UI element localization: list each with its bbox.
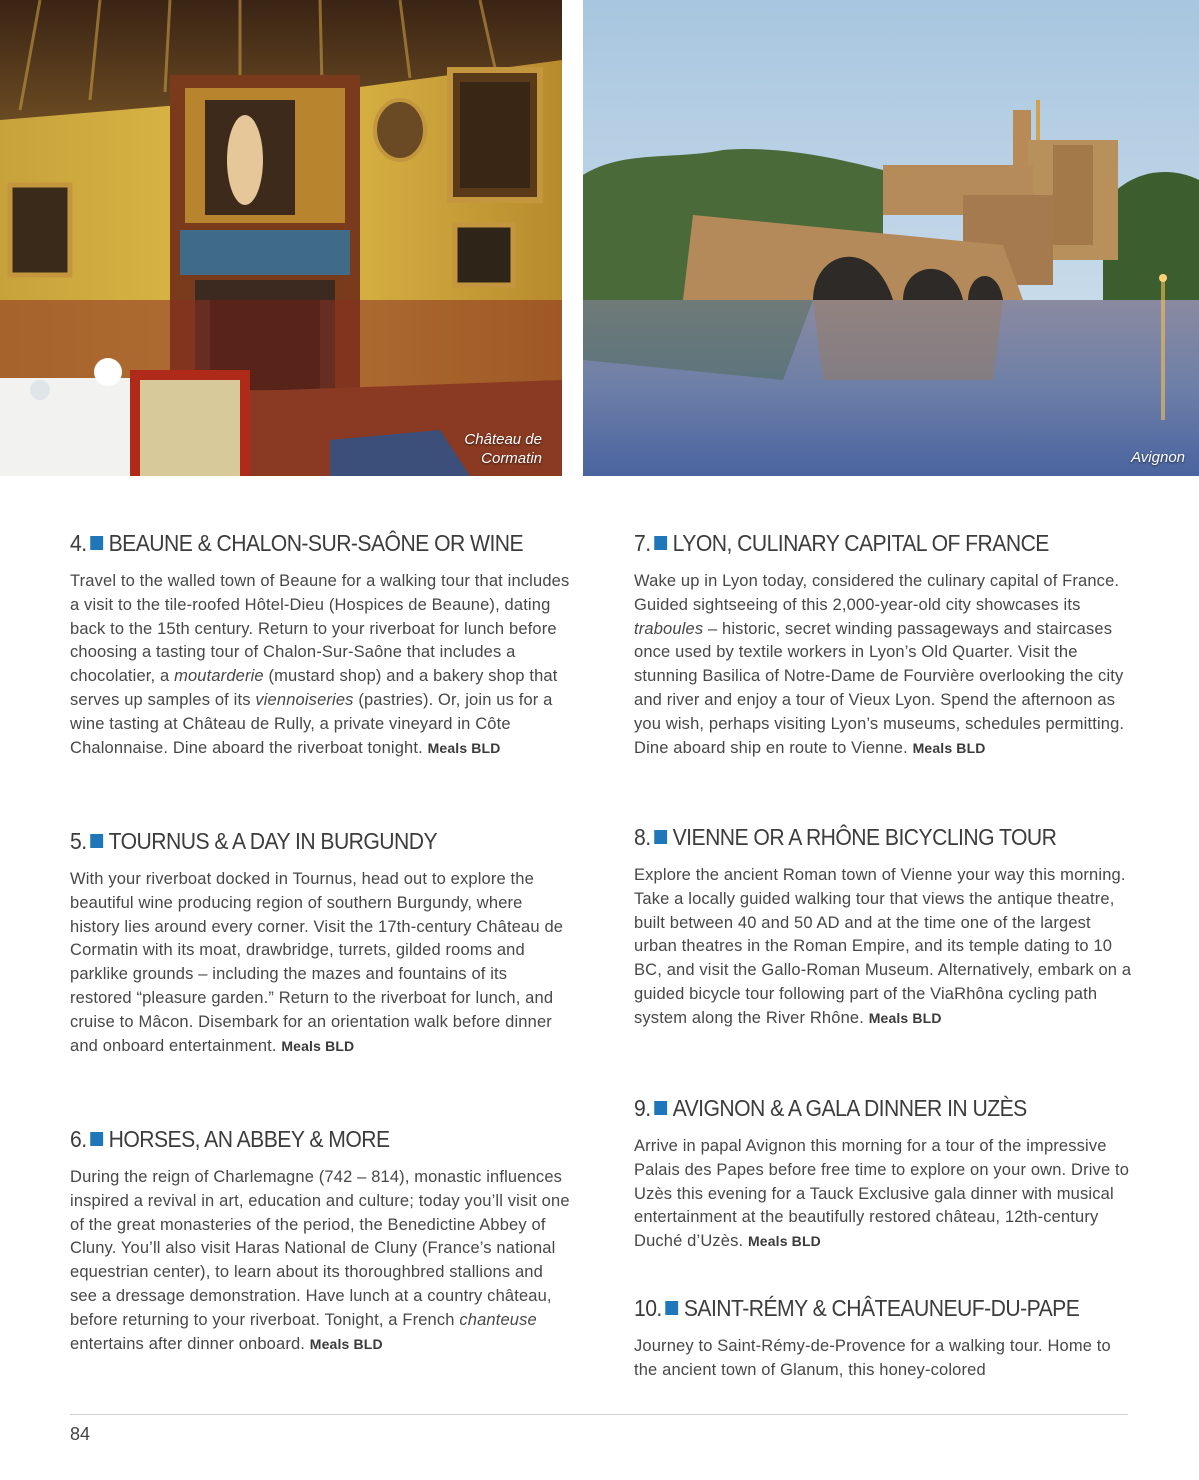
day-heading <box>634 526 1094 560</box>
day-number: 8. <box>634 824 651 850</box>
meals-label: Meals BLD <box>868 1009 942 1026</box>
itinerary-day-10 <box>634 1291 1134 1383</box>
day-heading <box>70 1122 530 1156</box>
avignon-bridge-image <box>583 0 1199 476</box>
blue-square-icon <box>654 1101 667 1115</box>
day-title: BEAUNE & CHALON-SUR-SAÔNE OR WINE <box>108 530 524 556</box>
day-heading <box>634 1091 1094 1125</box>
blue-square-icon <box>665 1301 678 1315</box>
day-number: 4. <box>70 530 87 556</box>
itinerary-day-8 <box>634 820 1134 1031</box>
blue-square-icon <box>654 536 667 550</box>
itinerary-day-5 <box>70 824 570 1058</box>
blue-square-icon <box>654 830 667 844</box>
day-number: 9. <box>634 1095 651 1121</box>
day-number: 5. <box>70 828 87 854</box>
footer-divider <box>70 1414 1128 1415</box>
day-heading <box>70 526 530 560</box>
meals-label: Meals BLD <box>912 739 986 756</box>
day-heading <box>70 824 530 858</box>
day-title: HORSES, AN ABBEY & MORE <box>108 1126 390 1152</box>
day-description <box>70 868 570 1058</box>
blue-square-icon <box>90 1132 103 1146</box>
itinerary-day-4 <box>70 526 570 760</box>
day-description <box>634 1335 1134 1383</box>
day-description <box>634 1135 1134 1254</box>
itinerary-day-7 <box>634 526 1134 760</box>
day-text: chanteuse <box>459 1310 537 1329</box>
itinerary-day-6 <box>70 1122 570 1356</box>
day-title: TOURNUS & A DAY IN BURGUNDY <box>108 828 438 854</box>
chateau-interior-image <box>0 0 562 476</box>
day-title: AVIGNON & A GALA DINNER IN UZÈS <box>672 1095 1027 1121</box>
day-text: During the reign of Charlemagne (742 – 814), monastic influences inspired a revival in art, education and culture; today you’ll visit one of the great monasteries of the period, the Benedictine Abbey of Cluny. You’ll also visit Haras National de Cluny (France’s national equestrian center), to learn about its thoroughbred stallions and see a dressage demonstration. Have lunch at a country château, before returning to your riverboat. Tonight, a French <box>70 1168 570 1329</box>
photo-chateau-de-cormatin <box>0 0 562 476</box>
day-title: SAINT-RÉMY & CHÂTEAUNEUF-DU-PAPE <box>683 1295 1080 1321</box>
meals-label: Meals BLD <box>309 1335 383 1352</box>
day-text: Explore the ancient Roman town of Vienne your way this morning. Take a locally guided walking tour that views the antique theatre, built between 40 and 50 AD and at the time one of the largest urban theatres in the Roman Empire, and its temple dating to 10 BC, and visit the Gallo-Roman Museum. Alternatively, embark on a guided bicycle tour following part of the ViaRhôna cycling path system along the River Rhône. <box>634 866 1132 1027</box>
day-text: Journey to Saint-Rémy-de-Provence for a walking tour. Home to the ancient town of Glanum, this honey-colored <box>634 1337 1111 1379</box>
day-text: (mustard shop) and a bakery shop that serves up samples of its <box>70 667 558 709</box>
meals-label: Meals BLD <box>427 739 501 756</box>
day-title: VIENNE OR A RHÔNE BICYCLING TOUR <box>672 824 1057 850</box>
meals-label: Meals BLD <box>281 1037 355 1054</box>
day-text: (pastries). Or, join us for a wine tasting at Château de Rully, a private vineyard in Côte Chalonnaise. Dine aboard the riverboat tonight. <box>70 690 553 757</box>
day-number: 6. <box>70 1126 87 1152</box>
day-description <box>70 1166 570 1356</box>
itinerary-day-9 <box>634 1091 1134 1254</box>
page-number: 84 <box>70 1424 91 1444</box>
day-text: Arrive in papal Avignon this morning for a tour of the impressive Palais des Papes before free time to explore on your own. Drive to Uzès this evening for a Tauck Exclusive gala dinner with musical entertainment at the beautifully restored château, 12th-century Duché d’Uzès. <box>634 1137 1130 1251</box>
day-description <box>634 570 1134 760</box>
blue-square-icon <box>90 536 103 550</box>
day-heading <box>634 820 1094 854</box>
photo-caption: Avignon <box>1131 449 1185 466</box>
day-text: viennoiseries <box>255 690 354 709</box>
day-text: – historic, secret winding passageways and staircases once used by textile workers in Lyon’s Old Quarter. Visit the stunning Basilica of Notre-Dame de Fourvière overlooking the city and river and enjoy a tour of Vieux Lyon. Spend the afternoon as you wish, perhaps visiting Lyon’s museums, schedules permitting. Dine aboard ship en route to Vienne. <box>634 619 1125 757</box>
day-description <box>70 570 570 760</box>
photo-avignon <box>583 0 1199 476</box>
day-title: LYON, CULINARY CAPITAL OF FRANCE <box>672 530 1049 556</box>
day-number: 10. <box>634 1295 662 1321</box>
meals-label: Meals BLD <box>747 1233 821 1250</box>
day-text: entertains after dinner onboard. <box>70 1334 310 1353</box>
day-text: With your riverboat docked in Tournus, head out to explore the beautiful wine producing region of southern Burgundy, where history lies around every corner. Visit the 17th-century Château de Cormatin with its moat, drawbridge, turrets, gilded rooms and parklike grounds – including the mazes and fountains of its restored “pleasure garden.” Return to the riverboat for lunch, and cruise to Mâcon. Disembark for an orientation walk before dinner and onboard entertainment. <box>70 870 564 1055</box>
blue-square-icon <box>90 834 103 848</box>
day-number: 7. <box>634 530 651 556</box>
day-description <box>634 864 1134 1031</box>
photo-caption: Château de Cormatin <box>464 431 542 467</box>
day-text: traboules <box>634 619 704 638</box>
day-text: Wake up in Lyon today, considered the culinary capital of France. Guided sightseeing of this 2,000-year-old city showcases its <box>634 572 1120 614</box>
day-text: Travel to the walled town of Beaune for a walking tour that includes a visit to the tile-roofed Hôtel-Dieu (Hospices de Beaune), dating back to the 15th century. Return to your riverboat for lunch before choosing a tasting tour of Chalon-Sur-Saône that includes a chocolatier, a <box>70 572 570 686</box>
day-heading <box>634 1291 1094 1325</box>
day-text: moutarderie <box>174 667 264 686</box>
